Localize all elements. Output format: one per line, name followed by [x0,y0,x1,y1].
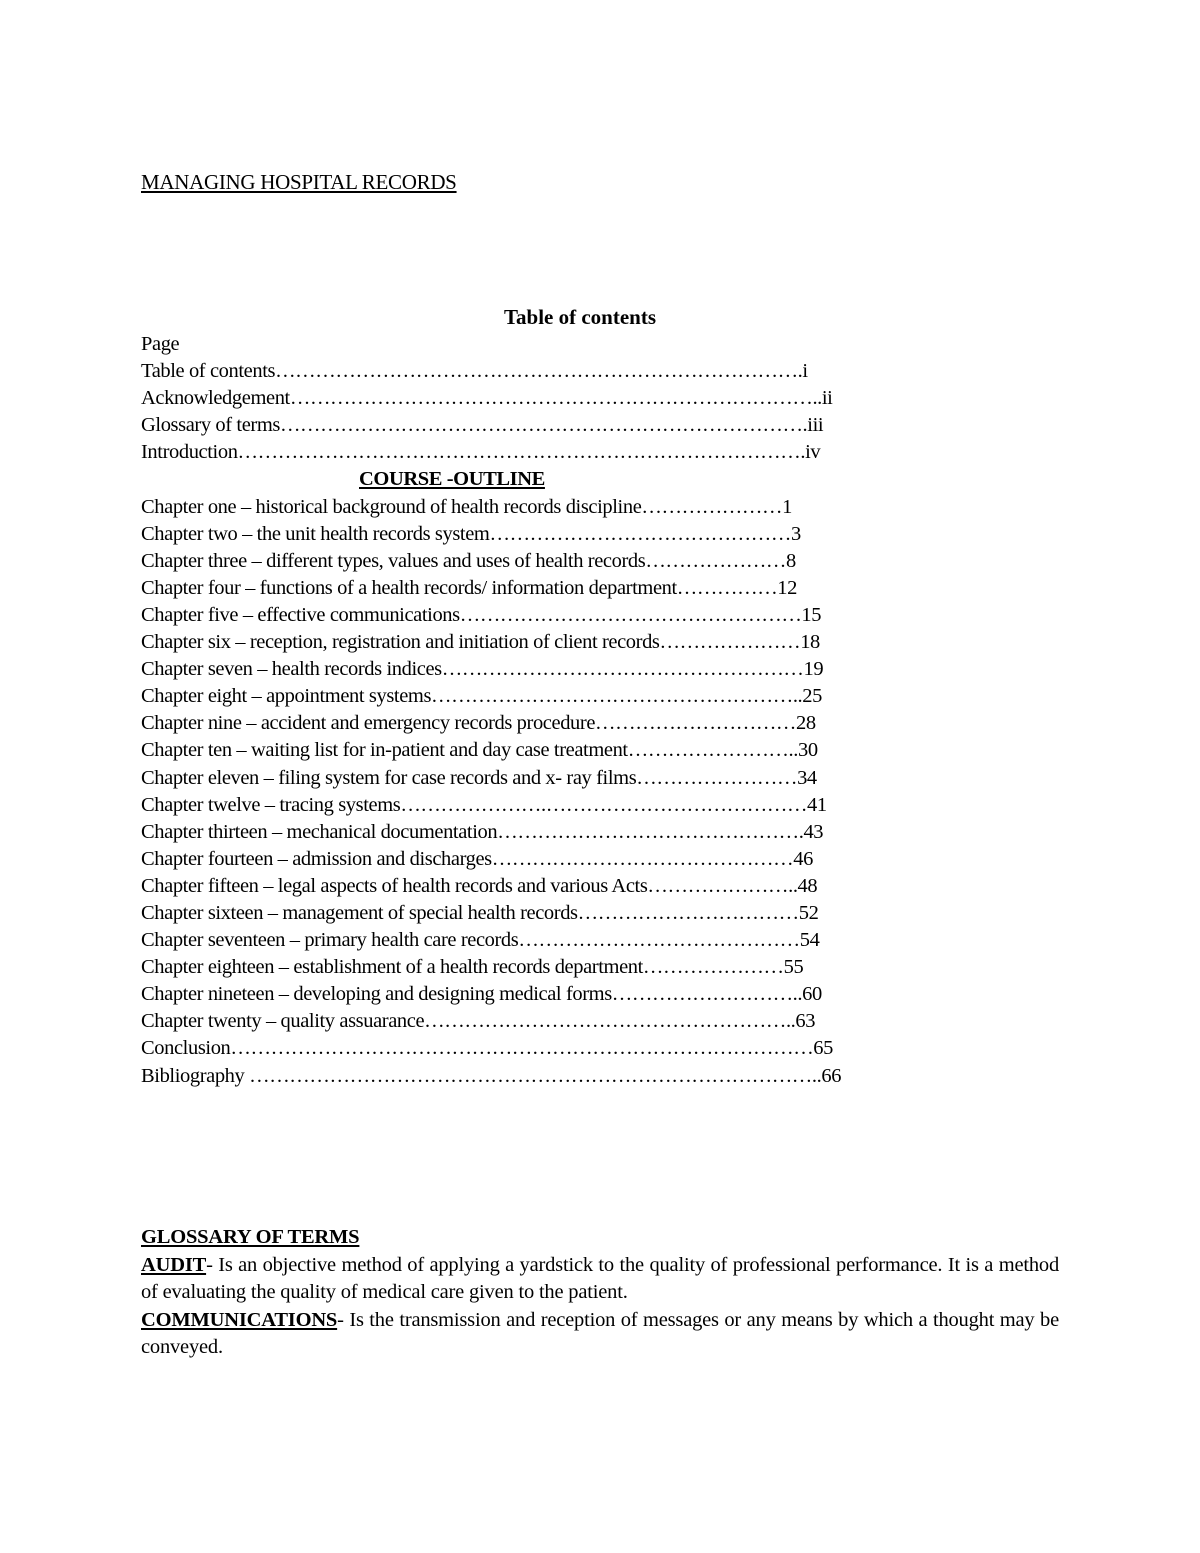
toc-entry-chapter-7: Chapter seven – health records indices………………………………………………19 [141,658,824,681]
toc-entry-chapter-4: Chapter four – functions of a health records/ information department……………12 [141,576,797,599]
toc-entry-chapter-11: Chapter eleven – filing system for case records and x- ray films……………………34 [141,766,817,789]
document-title: MANAGING HOSPITAL RECORDS [141,170,457,194]
toc-entry-chapter-16: Chapter sixteen – management of special health records……………………………52 [141,901,819,924]
toc-entry-chapter-17: Chapter seventeen – primary health care records……………………………………54 [141,929,820,952]
toc-entry-chapter-10: Chapter ten – waiting list for in-patient and day case treatment……………………..30 [141,739,818,762]
toc-entry-chapter-1: Chapter one – historical background of health records discipline…………………1 [141,495,792,518]
toc-entry-chapter-18: Chapter eighteen – establishment of a health records department…………………55 [141,956,804,979]
glossary-entry-communications [141,1307,1059,1362]
toc-entry-glossary: Glossary of terms…………………………………………………………………….iii [141,414,824,437]
glossary-term: AUDIT [141,1253,207,1276]
toc-entry-chapter-9: Chapter nine – accident and emergency records procedure…………………………28 [141,712,816,735]
page-label: Page [141,333,180,355]
toc-entry-chapter-6: Chapter six – reception, registration and initiation of client records…………………18 [141,631,820,654]
toc-entry-chapter-5: Chapter five – effective communications……………………………………………15 [141,603,822,626]
glossary-definition: - Is an objective method of applying a yardstick to the quality of professional performance. It is a method of evaluating the quality of medical care given to the patient. [141,1253,1059,1303]
course-outline-heading: COURSE -OUTLINE [359,468,545,491]
toc-heading: Table of contents [503,305,657,329]
toc-entry-table-of-contents: Table of contents…………………………………………………………………….i [141,360,808,383]
glossary-entry-audit [141,1252,1059,1307]
toc-entry-chapter-12: Chapter twelve – tracing systems………………….…………………………………41 [141,793,827,816]
toc-entry-chapter-20: Chapter twenty – quality assuarance………………………………………………..63 [141,1010,816,1033]
toc-entry-chapter-15: Chapter fifteen – legal aspects of health records and various Acts…………………..48 [141,874,818,897]
glossary-section [141,1224,1059,1362]
toc-entry-acknowledgement: Acknowledgement……………………………………………………………………..ii [141,387,833,410]
table-of-contents [141,331,1041,1090]
toc-entry-chapter-19: Chapter nineteen – developing and designing medical forms………………………..60 [141,983,822,1006]
toc-entry-introduction: Introduction………………………………………………………………………….iv [141,441,821,464]
toc-entry-chapter-14: Chapter fourteen – admission and discharges………………………………………46 [141,847,813,870]
toc-entry-bibliography: Bibliography …………………………………………………………………………..66 [141,1064,842,1087]
glossary-definition: - Is the transmission and reception of messages or any means by which a thought may be conveyed. [141,1308,1059,1358]
toc-entry-conclusion: Conclusion……………………………………………………………………………65 [141,1037,833,1060]
toc-entry-chapter-13: Chapter thirteen – mechanical documentation……………………………………….43 [141,820,824,843]
toc-entry-chapter-2: Chapter two – the unit health records system………………………………………3 [141,522,801,545]
toc-entry-chapter-3: Chapter three – different types, values and uses of health records…………………8 [141,549,796,572]
toc-entry-chapter-8: Chapter eight – appointment systems………………………………………………..25 [141,685,822,708]
glossary-heading: GLOSSARY OF TERMS [141,1226,360,1248]
glossary-term: COMMUNICATIONS [141,1308,338,1331]
